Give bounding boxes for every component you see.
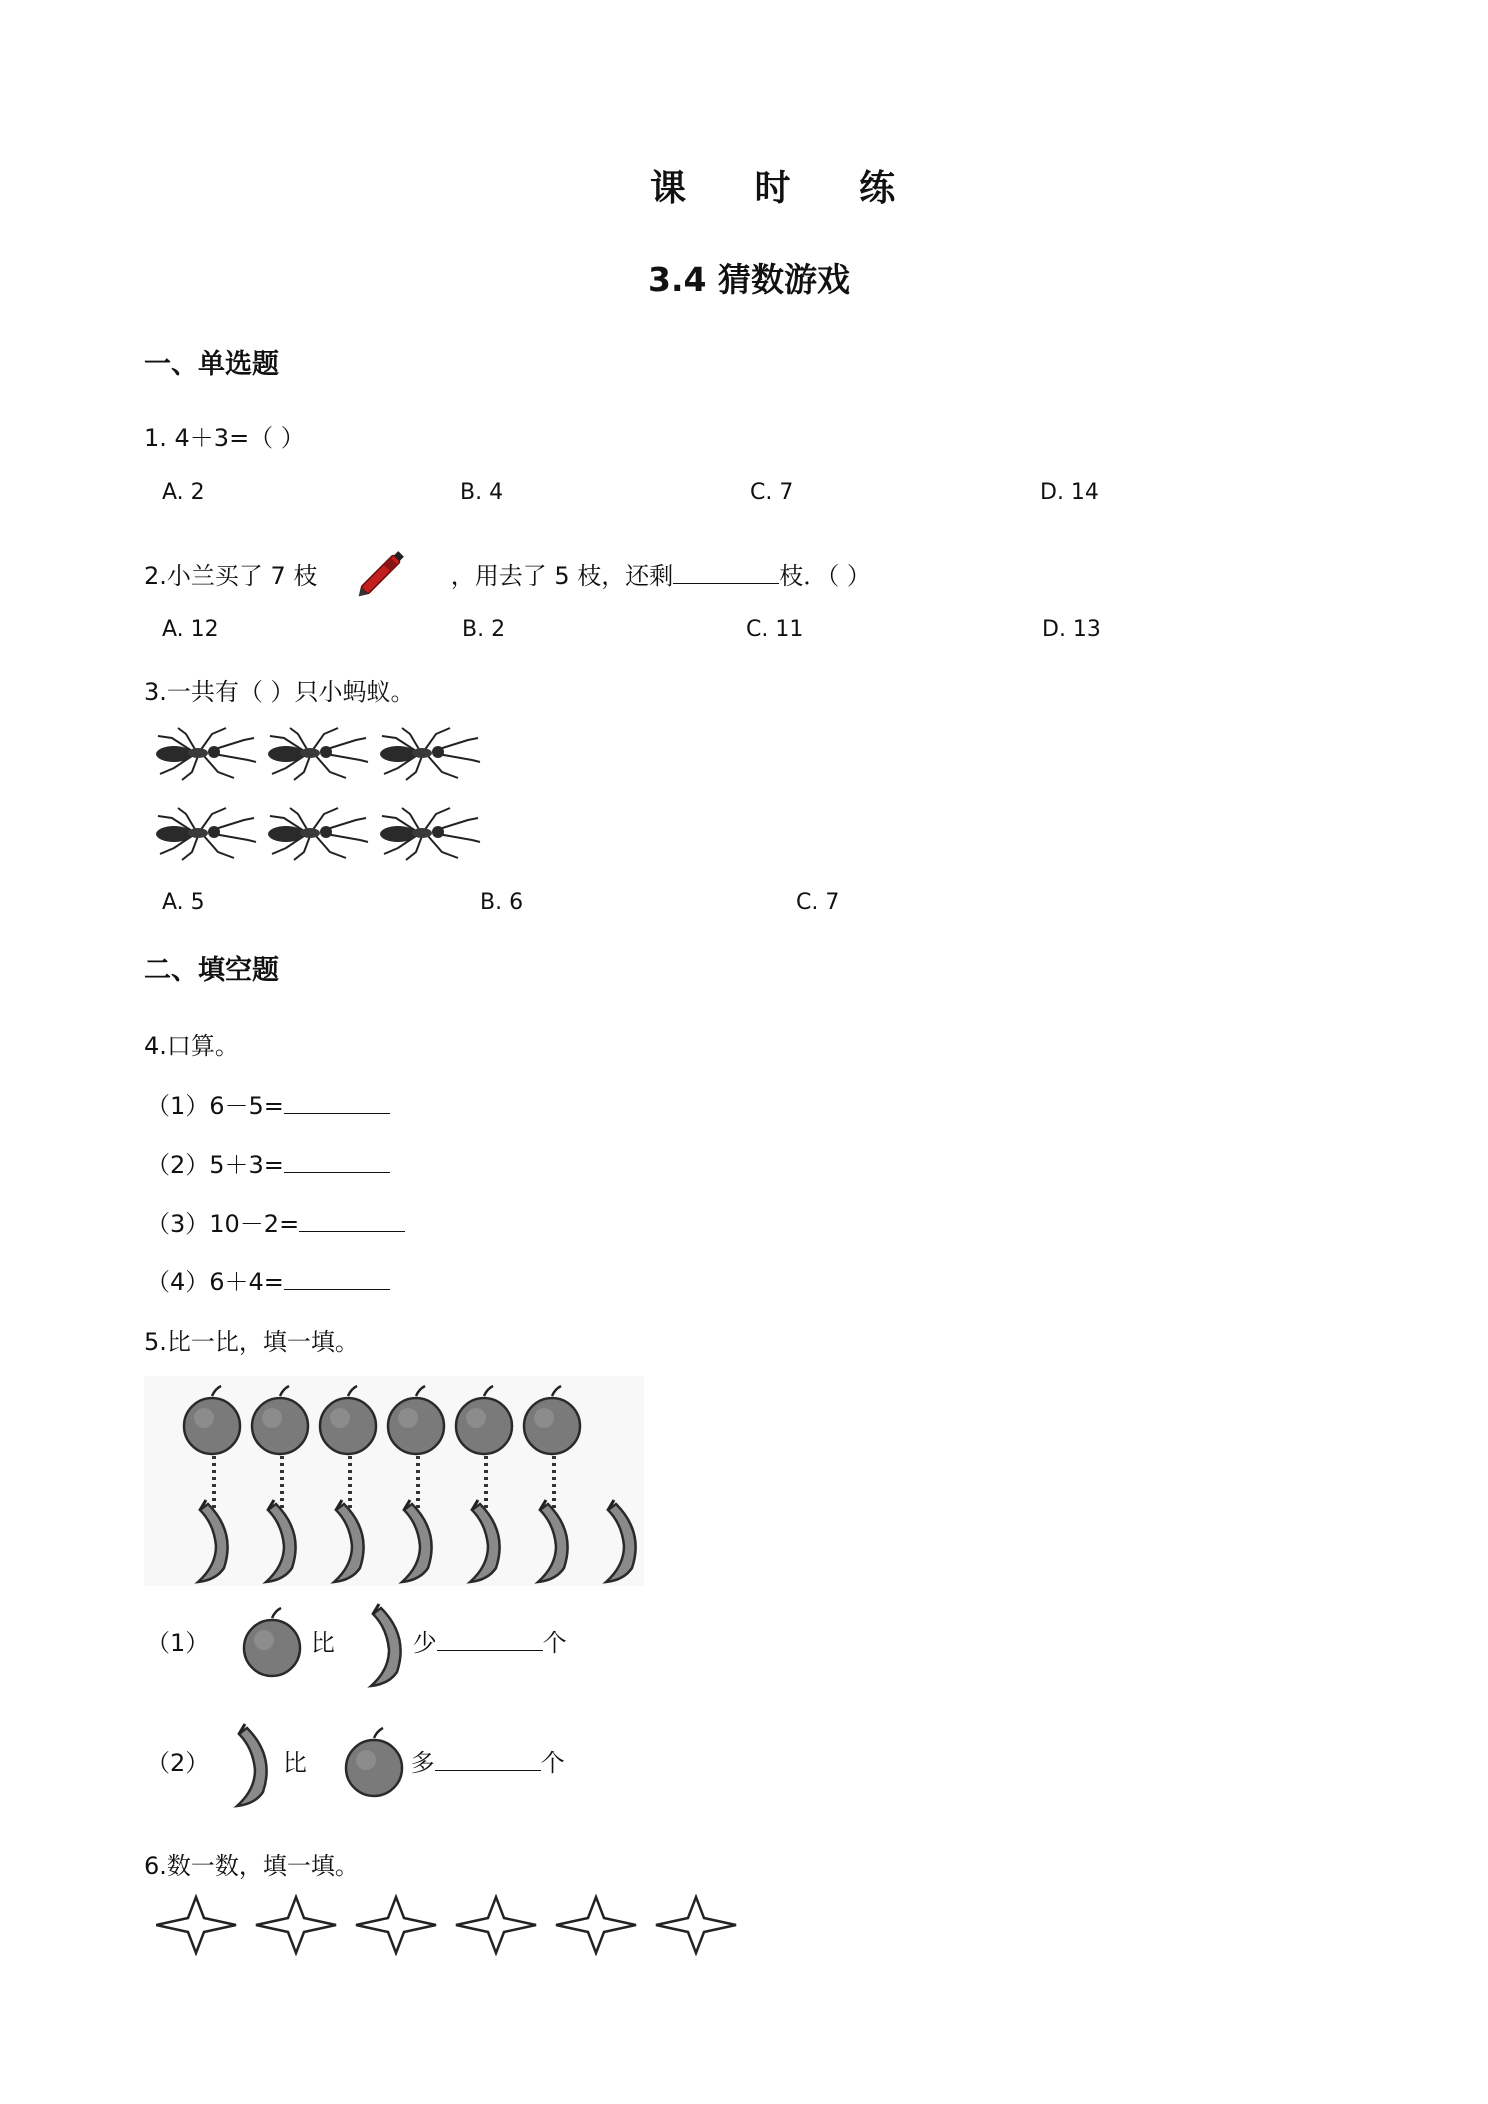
star-icon [256,1897,336,1953]
star-icon [156,1897,236,1953]
question-4: 4.口算。 [144,1032,239,1060]
q5-row-1-prefix: （1） [146,1629,210,1657]
q4-item-4-text: （4）6＋4= [146,1268,284,1296]
q5-row-1 [146,1598,567,1688]
question-2-text-end: 枝．（ ） [779,562,871,590]
ant-icon [380,728,480,780]
star-row-picture [156,1894,756,1956]
q3-option-a: A. 5 [162,890,205,915]
question-2 [144,544,871,610]
q2-option-c: C. 11 [746,617,804,642]
ant-icon [380,808,480,860]
ant-icon [156,728,256,780]
q1-option-a: A. 2 [162,480,205,505]
answer-blank[interactable] [284,1089,390,1114]
question-2-text-start: 2.小兰买了 7 枝 [144,562,318,590]
q4-item-2 [146,1145,390,1180]
q2-option-a: A. 12 [162,617,219,642]
q5-row-2-mid: 比 [282,1749,307,1777]
q4-item-3 [146,1204,405,1239]
star-icon [656,1897,736,1953]
answer-blank[interactable] [437,1626,543,1651]
q3-option-c: C. 7 [796,890,840,915]
banana-icon [223,1719,279,1809]
apple-banana-picture [144,1376,644,1586]
star-icon [356,1897,436,1953]
star-icon [556,1897,636,1953]
q2-option-d: D. 13 [1042,617,1101,642]
question-3: 3.一共有（ ）只小蚂蚁。 [144,678,415,706]
ant-icon [156,808,256,860]
answer-blank[interactable] [435,1746,541,1771]
q5-row-1-end-post: 个 [542,1629,567,1657]
q1-option-d: D. 14 [1040,480,1099,505]
pen-icon [349,540,415,606]
q2-option-b: B. 2 [462,617,506,642]
ant-picture [152,720,492,870]
apple-icon [337,1727,411,1801]
q5-row-2-end-post: 个 [540,1749,565,1777]
q5-row-2-end-pre: 多 [410,1749,435,1777]
ant-icon [268,728,368,780]
question-5: 5.比一比，填一填。 [144,1328,359,1356]
section-heading-fill-in: 二、填空题 [144,955,279,986]
q3-option-b: B. 6 [480,890,524,915]
q5-row-1-mid: 比 [310,1629,335,1657]
answer-blank[interactable] [284,1265,390,1290]
question-1: 1. 4＋3=（ ） [144,424,305,452]
section-heading-single-choice: 一、单选题 [144,349,279,380]
page-subtitle: 3.4 猜数游戏 [648,260,850,299]
q5-row-2 [146,1718,565,1808]
q4-item-4 [146,1262,390,1297]
page-title: 课 时 练 [650,167,924,209]
question-2-text-middle: ，用去了 5 枝，还剩 [450,562,674,590]
q1-option-c: C. 7 [750,480,794,505]
q4-item-3-text: （3）10－2= [146,1210,300,1238]
answer-blank[interactable] [673,559,779,584]
ant-icon [268,808,368,860]
apple-icon [235,1607,309,1681]
q4-item-1 [146,1086,390,1121]
question-6: 6.数一数，填一填。 [144,1852,359,1880]
q4-item-1-text: （1）6－5= [146,1092,284,1120]
answer-blank[interactable] [284,1148,390,1173]
star-icon [456,1897,536,1953]
q1-option-b: B. 4 [460,480,504,505]
q5-row-1-end-pre: 少 [412,1629,437,1657]
answer-blank[interactable] [299,1207,405,1232]
q4-item-2-text: （2）5＋3= [146,1151,284,1179]
banana-icon [357,1599,413,1689]
q5-row-2-prefix: （2） [146,1749,210,1777]
